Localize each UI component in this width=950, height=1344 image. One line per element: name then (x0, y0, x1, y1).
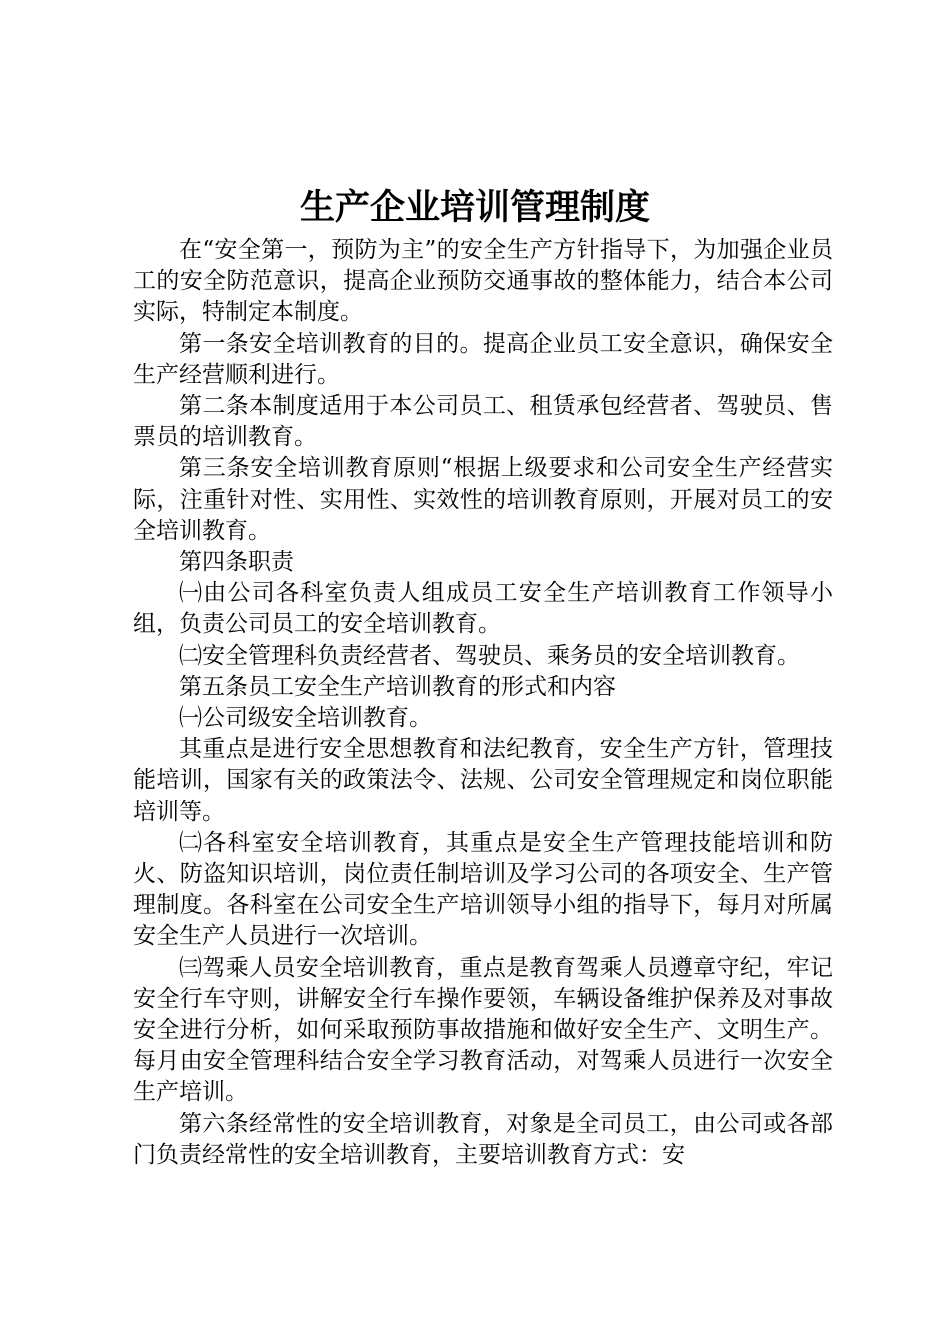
paragraph-article-6: 第六条经常性的安全培训教育，对象是全司员工，由公司或各部门负责经常性的安全培训教育，主要培训教育方式：安 (133, 1110, 833, 1168)
paragraph-article-5-item-1-detail: 其重点是进行安全思想教育和法纪教育，安全生产方针，管理技能培训，国家有关的政策法令、法规、公司安全管理规定和岗位职能培训等。 (133, 736, 833, 825)
paragraph-article-4-heading: 第四条职责 (179, 549, 294, 576)
paragraph-article-2: 第二条本制度适用于本公司员工、租赁承包经营者、驾驶员、售票员的培训教育。 (133, 393, 833, 451)
paragraph-article-5-heading: 第五条员工安全生产培训教育的形式和内容 (179, 673, 616, 700)
document-title: 生产企业培训管理制度 (299, 187, 650, 228)
document-body (133, 235, 833, 1171)
paragraph-article-3: 第三条安全培训教育原则“根据上级要求和公司安全生产经营实际，注重针对性、实用性、实效性的培训教育原则，开展对员工的安全培训教育。 (133, 455, 833, 544)
paragraph-intro: 在“安全第一，预防为主”的安全生产方针指导下，为加强企业员工的安全防范意识，提高企业预防交通事故的整体能力，结合本公司实际，特制定本制度。 (133, 237, 833, 326)
paragraph-article-4-item-1: ㈠由公司各科室负责人组成员工安全生产培训教育工作领导小组，负责公司员工的安全培训教育。 (133, 580, 833, 638)
paragraph-article-4-item-2: ㈡安全管理科负责经营者、驾驶员、乘务员的安全培训教育。 (179, 642, 800, 669)
paragraph-article-5-item-1: ㈠公司级安全培训教育。 (179, 705, 432, 732)
paragraph-article-5-item-2: ㈡各科室安全培训教育，其重点是安全生产管理技能培训和防火、防盗知识培训，岗位责任制培训及学习公司的各项安全、生产管理制度。各科室在公司安全生产培训领导小组的指导下，每月对所属安全生产人员进行一次培训。 (133, 829, 833, 950)
paragraph-article-1: 第一条安全培训教育的目的。提高企业员工安全意识，确保安全生产经营顺利进行。 (133, 330, 833, 388)
paragraph-article-5-item-3: ㈢驾乘人员安全培训教育，重点是教育驾乘人员遵章守纪，牢记安全行车守则，讲解安全行车操作要领，车辆设备维护保养及对事故安全进行分析，如何采取预防事故措施和做好安全生产、文明生产。每月由安全管理科结合安全学习教育活动，对驾乘人员进行一次安全生产培训。 (133, 954, 833, 1106)
